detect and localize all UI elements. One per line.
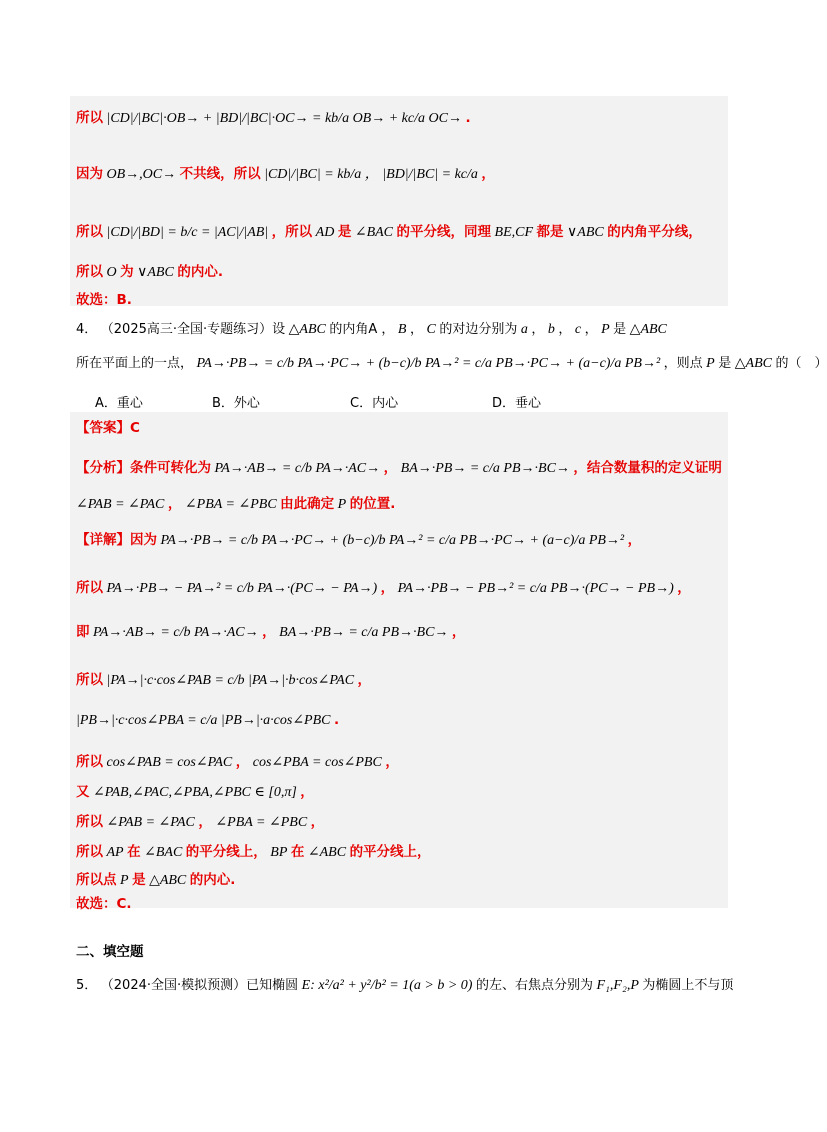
option-a: A．重心: [95, 396, 143, 411]
step-3: 所以 |PA→|·c·cos∠PAB = c/b |PA→|·b·cos∠PAC ，: [76, 672, 372, 688]
analysis-line-1: 【分析】条件可转化为 PA→·AB→ = c/b PA→·AC→ ， BA→·PB→ = c/a PB→·BC→ ，结合数量积的定义证明: [76, 460, 722, 476]
solution-line: 所以 O 为 ∨ABC 的内心.: [76, 264, 223, 280]
option-b: B．外心: [212, 396, 260, 411]
option-d: D．垂心: [492, 396, 542, 411]
formula: OB→,OC→: [106, 167, 177, 182]
step-2: 即 PA→·AB→ = c/b PA→·AC→ ， BA→·PB→ = c/a PB→·BC→ ，: [76, 624, 466, 640]
solution-line: 因为 OB→,OC→ 不共线，所以 |CD|/|BC| = kb/a ， |BD|/|BC| = kc/a ，: [76, 166, 495, 182]
formula: |CD|/|BD| = b/c = |AC|/|AB|: [106, 225, 269, 240]
step-4: |PB→|·c·cos∠PBA = c/a |PB→|·a·cos∠PBC .: [76, 712, 340, 728]
step-6: 又 ∠PAB,∠PAC,∠PBA,∠PBC ∈ [0,π] ，: [76, 784, 314, 800]
conclusion: 故选：C.: [76, 896, 132, 912]
step-9: 所以点 P 是 △ABC 的内心.: [76, 872, 236, 888]
question-4-line-1: 4． （2025高三·全国·专题练习）设 △ABC 的内角A ， B ， C 的对边分别为 a ， b ， c ， P 是 △ABC: [76, 322, 667, 337]
formula: |CD|/|BC|·OB→ + |BD|/|BC|·OC→ = kb/a OB→ + kc/a OC→: [106, 111, 462, 126]
conclusion: 故选：B.: [76, 292, 132, 308]
solution-block-2: [70, 412, 728, 912]
solution-line: 所以 |CD|/|BC|·OB→ + |BD|/|BC|·OC→ = kb/a OB→ + kc/a OC→ .: [76, 110, 471, 126]
formula: |CD|/|BC| = kb/a ， |BD|/|BC| = kc/a: [264, 167, 478, 182]
question-4-line-2: 所在平面上的一点， PA→·PB→ = c/b PA→·PC→ + (b−c)/b PA→² = c/a PB→·PC→ + (a−c)/a PB→² ，则点 P 是 △ABC 的（ ）: [76, 356, 827, 371]
option-c: C．内心: [350, 396, 399, 411]
step-5: 所以 cos∠PAB = cos∠PAC ， cos∠PBA = cos∠PBC ，: [76, 754, 399, 770]
analysis-line-2: ∠PAB = ∠PAC ， ∠PBA = ∠PBC 由此确定 P 的位置.: [76, 496, 396, 512]
solution-line: 所以 |CD|/|BD| = b/c = |AC|/|AB| ，所以 AD 是 ∠BAC 的平分线，同理 BE,CF 都是 ∨ABC 的内角平分线，: [76, 224, 702, 240]
detail-line: 【详解】因为 PA→·PB→ = c/b PA→·PC→ + (b−c)/b PA→² = c/a PB→·PC→ + (a−c)/a PB→² ，: [76, 532, 642, 548]
step-7: 所以 ∠PAB = ∠PAC ， ∠PBA = ∠PBC ，: [76, 814, 325, 830]
step-1: 所以 PA→·PB→ − PA→² = c/b PA→·(PC→ − PA→) ， PA→·PB→ − PB→² = c/a PB→·(PC→ − PB→) ，: [76, 580, 691, 596]
step-8: 所以 AP 在 ∠BAC 的平分线上， BP 在 ∠ABC 的平分线上，: [76, 844, 431, 860]
formula: PA→·PB→ = c/b PA→·PC→ + (b−c)/b PA→² = c/a PB→·PC→ + (a−c)/a PB→²: [196, 356, 661, 371]
section-heading: 二、填空题: [76, 944, 144, 960]
question-5-line-1: 5． （2024·全国·模拟预测）已知椭圆 E: x²/a² + y²/b² = 1(a > b > 0) 的左、右焦点分别为 F₁,F₂,P 为椭圆上不与顶: [76, 978, 734, 993]
answer: 【答案】C: [76, 420, 140, 436]
solution-block-1: [70, 96, 728, 306]
